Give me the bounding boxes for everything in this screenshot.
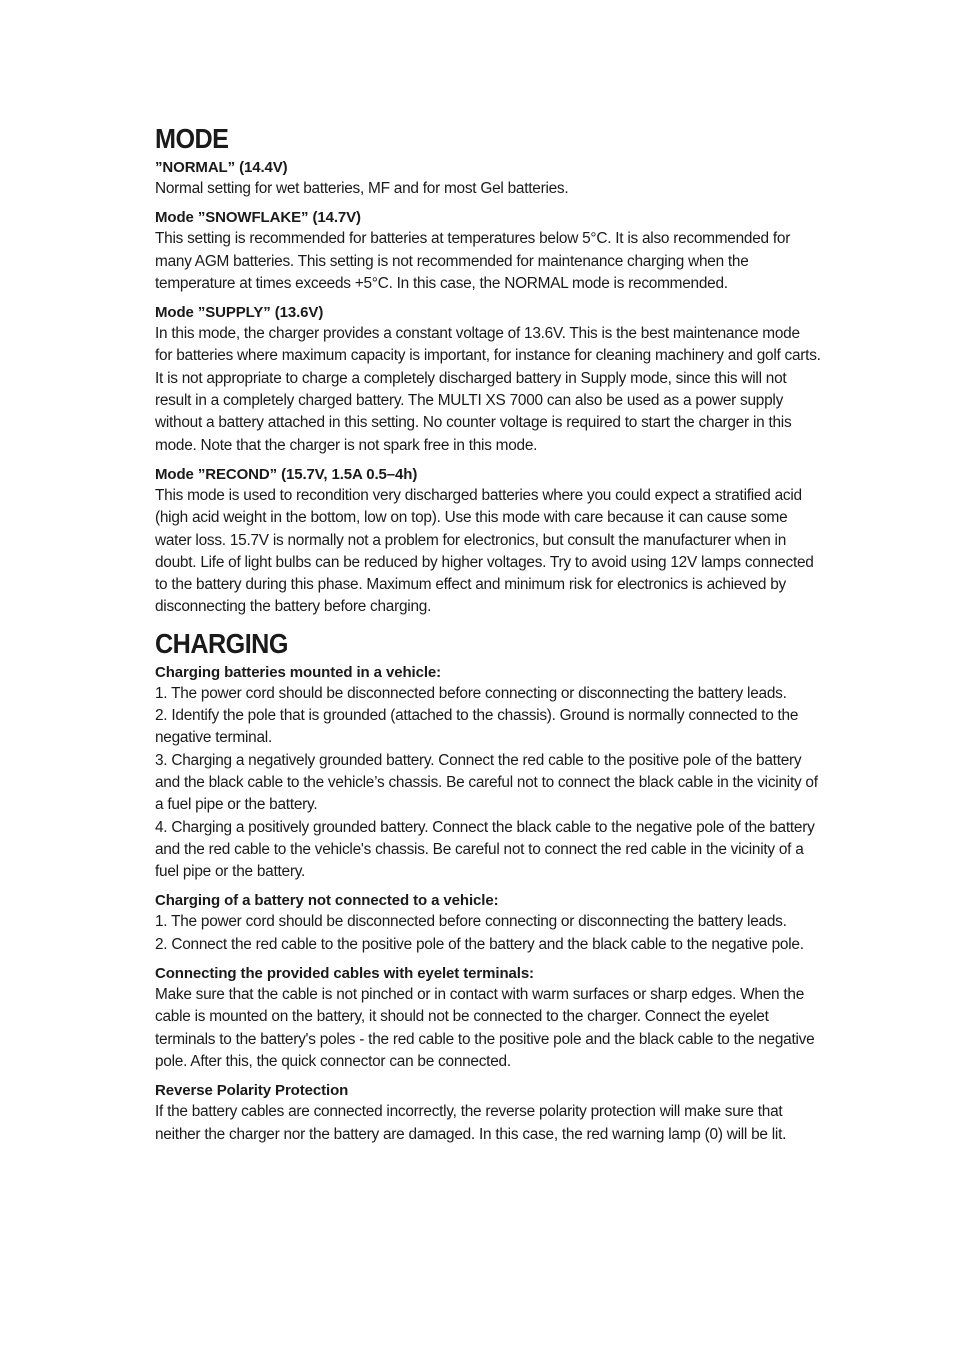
section-paragraph: 3. Charging a negatively grounded battery. Connect the red cable to the positive pole of the battery and the black cable to the vehicle’s chassis. Be careful not to connect the black cable in the vicinity of a fuel pipe or the battery. bbox=[155, 751, 818, 814]
charging-title: CHARGING bbox=[155, 627, 288, 659]
section-heading: ”NORMAL” (14.4V) bbox=[155, 159, 288, 176]
section-paragraph: If the battery cables are connected incorrectly, the reverse polarity protection will make sure that neither the charger nor the battery are damaged. In this case, the red warning lamp (0) will be lit. bbox=[155, 1103, 787, 1143]
section-paragraph: 2. Connect the red cable to the positive pole of the battery and the black cable to the negative pole. bbox=[155, 935, 804, 953]
section-paragraph: 1. The power cord should be disconnected before connecting or disconnecting the battery leads. bbox=[155, 684, 787, 702]
mode-section-supply bbox=[155, 303, 821, 457]
charging-section-vehicle bbox=[155, 663, 821, 884]
section-paragraph: 2. Identify the pole that is grounded (attached to the chassis). Ground is normally connected to the negative terminal. bbox=[155, 707, 799, 747]
section-heading: Reverse Polarity Protection bbox=[155, 1082, 349, 1100]
section-paragraph: Normal setting for wet batteries, MF and for most Gel batteries. bbox=[155, 180, 569, 197]
section-heading: Charging of a battery not connected to a vehicle: bbox=[155, 892, 499, 910]
section-paragraph: This setting is recommended for batteries at temperatures below 5°C. It is also recommended for many AGM batteries. This setting is not recommended for maintenance charging when the temperature at times exceeds +5°C. In this case, the NORMAL mode is recommended. bbox=[155, 230, 791, 292]
mode-section-snowflake bbox=[155, 208, 821, 295]
section-heading: Charging batteries mounted in a vehicle: bbox=[155, 663, 442, 681]
section-paragraph: Make sure that the cable is not pinched or in contact with warm surfaces or sharp edges. When the cable is mounted on the battery, it should not be connected to the charger. Connect the eyelet terminals to the battery's poles - the red cable to the positive pole and the black cable to the negative pole. After this, the quick connector can be connected. bbox=[155, 986, 815, 1070]
section-paragraph: 4. Charging a positively grounded battery. Connect the black cable to the negative pole of the battery and the red cable to the vehicle's chassis. Be careful not to connect the red cable in the vicinity of a fuel pipe or the battery. bbox=[155, 818, 815, 881]
mode-section-normal bbox=[155, 158, 821, 200]
charging-section-reverse-polarity bbox=[155, 1081, 821, 1146]
charging-section-not-vehicle bbox=[155, 891, 821, 956]
document-page bbox=[155, 122, 821, 1154]
section-paragraph: 1. The power cord should be disconnected before connecting or disconnecting the battery leads. bbox=[155, 913, 787, 931]
section-heading: Mode ”RECOND” (15.7V, 1.5A 0.5–4h) bbox=[155, 465, 418, 483]
charging-section-eyelet bbox=[155, 964, 821, 1073]
section-heading: Connecting the provided cables with eyelet terminals: bbox=[155, 965, 534, 983]
mode-section-recond bbox=[155, 465, 821, 619]
section-heading: Mode ”SNOWFLAKE” (14.7V) bbox=[155, 209, 361, 227]
mode-title: MODE bbox=[155, 123, 229, 154]
section-paragraph: This mode is used to recondition very discharged batteries where you could expect a stratified acid (high acid weight in the bottom, low on top). Use this mode with care because it can cause some water loss. 15.7V is normally not a problem for electronics, but consult the manufacturer when in doubt. Life of light bulbs can be reduced by higher voltages. Try to avoid using 12V lamps connected to the battery during this phase. Maximum effect and minimum risk for electronics is achieved by disconnecting the battery before charging. bbox=[155, 486, 814, 616]
section-paragraph: In this mode, the charger provides a constant voltage of 13.6V. This is the best maintenance mode for batteries where maximum capacity is important, for instance for cleaning machinery and golf carts. It is not appropriate to charge a completely discharged battery in Supply mode, since this will not result in a completely charged battery. The MULTI XS 7000 can also be used as a power supply without a battery attached in this setting. No counter voltage is required to start the charger in this mode. Note that the charger is not spark free in this mode. bbox=[155, 325, 821, 454]
section-heading: Mode ”SUPPLY” (13.6V) bbox=[155, 304, 324, 322]
